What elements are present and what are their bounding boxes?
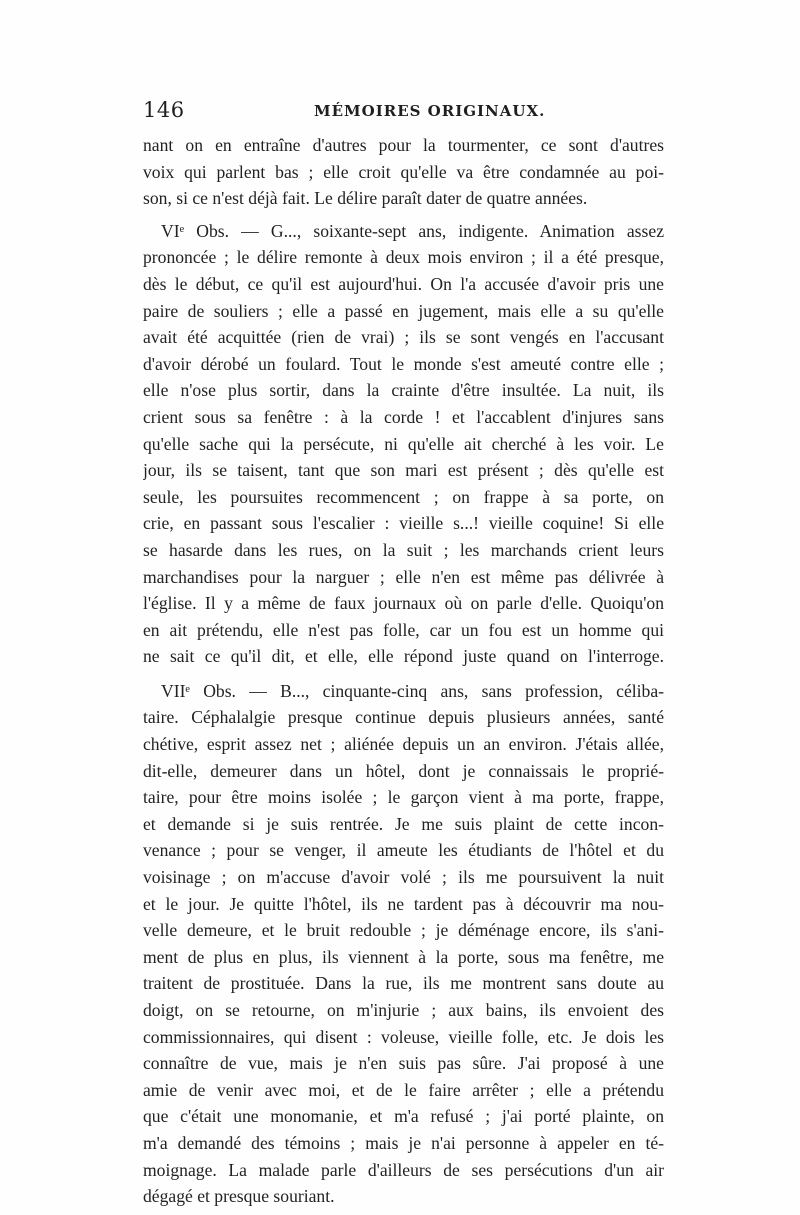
text-line: crie, en passant sous l'escalier : vieille s...! vieille coquine! Si elle [143,513,664,534]
text-line: en ait prétendu, elle n'est pas folle, car un fou est un homme qui [143,619,664,640]
text-line: nant on en entraîne d'autres pour la tourmenter, ce sont d'autres [143,135,664,155]
text-line: taire. Céphalalgie presque continue depuis plusieurs années, santé [143,707,664,728]
text-line: VIIᵉ Obs. — B..., cinquante-cinq ans, sans profession, céliba- [161,680,664,701]
text-line: que c'était une monomanie, et m'a refusé ; j'ai porté plainte, on [143,1106,664,1127]
text-line: marchandises pour la narguer ; elle n'en est même pas délivrée à [143,566,664,587]
text-line: dit-elle, demeurer dans un hôtel, dont je connaissais le proprié- [143,760,664,781]
text-line: prononcée ; le délire remonte à deux mois environ ; il a été presque, [143,247,664,268]
text-line: velle demeure, et le bruit redouble ; je déménage encore, ils s'ani- [143,920,664,941]
text-line: moignage. La malade parle d'ailleurs de ses persécutions d'un air [143,1159,664,1180]
text-line: traitent de prostituée. Dans la rue, ils me montrent sans doute au [143,973,664,994]
text-line: dégagé et presque souriant. [143,1186,335,1207]
text-line: d'avoir dérobé un foulard. Tout le monde s'est ameuté contre elle ; [143,353,664,374]
text-line: jour, ils se taisent, tant que son mari est présent ; dès qu'elle est [143,460,664,481]
text-line: taire, pour être moins isolée ; le garçon vient à ma porte, frappe, [143,787,664,808]
page-number: 146 [143,98,185,122]
text-line: voisinage ; on m'accuse d'avoir volé ; ils me poursuivent la nuit [143,867,664,888]
text-line: chétive, esprit assez net ; aliénée depuis un an environ. J'étais allée, [143,734,664,755]
text-line: se hasarde dans les rues, on la suit ; les marchands crient leurs [143,539,664,560]
body-text [143,132,664,1210]
text-line: et le jour. Je quitte l'hôtel, ils ne tardent pas à découvrir ma nou- [143,893,664,914]
text-line: connaître de vue, mais je n'en suis pas sûre. J'ai proposé à une [143,1053,664,1074]
text-line: ne sait ce qu'il dit, et elle, elle répond juste quand on l'interroge. [143,646,664,667]
running-head: MÉMOIRES ORIGINAUX. [314,102,546,120]
text-line: son, si ce n'est déjà fait. Le délire paraît dater de quatre années. [143,188,588,209]
text-line: venance ; pour se venger, il ameute les étudiants de l'hôtel et du [143,840,664,861]
text-line: seule, les poursuites recommencent ; on frappe à sa porte, on [143,486,664,507]
text-line: et demande si je suis rentrée. Je me suis plaint de cette incon- [143,813,664,834]
paragraph-continuation [143,132,664,212]
text-line: paire de souliers ; elle a passé en jugement, mais elle a su qu'elle [143,300,664,321]
observation-7 [143,678,664,1210]
text-line: m'a demandé des témoins ; mais je n'ai personne à appeler en té- [143,1132,664,1153]
text-line: dès le début, ce qu'il est aujourd'hui. On l'a accusée d'avoir pris une [143,273,664,294]
text-line: VIᵉ Obs. — G..., soixante-sept ans, indigente. Animation assez [161,220,664,241]
observation-6 [143,218,664,670]
text-line: qu'elle sache qui la persécute, ni qu'elle ait cherché à les voir. Le [143,433,664,454]
text-line: l'église. Il y a même de faux journaux où on parle d'elle. Quoiqu'on [143,593,664,614]
text-line: commissionnaires, qui disent : voleuse, vieille folle, etc. Je dois les [143,1026,664,1047]
text-line: doigt, on se retourne, on m'injurie ; aux bains, ils envoient des [143,1000,664,1020]
text-line: voix qui parlent bas ; elle croit qu'elle va être condamnée au poi- [143,161,664,182]
text-line: crient sous sa fenêtre : à la corde ! et l'accablent d'injures sans [143,406,664,427]
page-header [143,98,664,128]
text-line: elle n'ose plus sortir, dans la crainte d'être insultée. La nuit, ils [143,380,664,401]
text-line: amie de venir avec moi, et de le faire arrêter ; elle a prétendu [143,1079,664,1100]
text-line: ment de plus en plus, ils viennent à la porte, sous ma fenêtre, me [143,946,664,967]
text-line: avait été acquittée (rien de vrai) ; ils se sont vengés en l'accusant [143,327,664,348]
